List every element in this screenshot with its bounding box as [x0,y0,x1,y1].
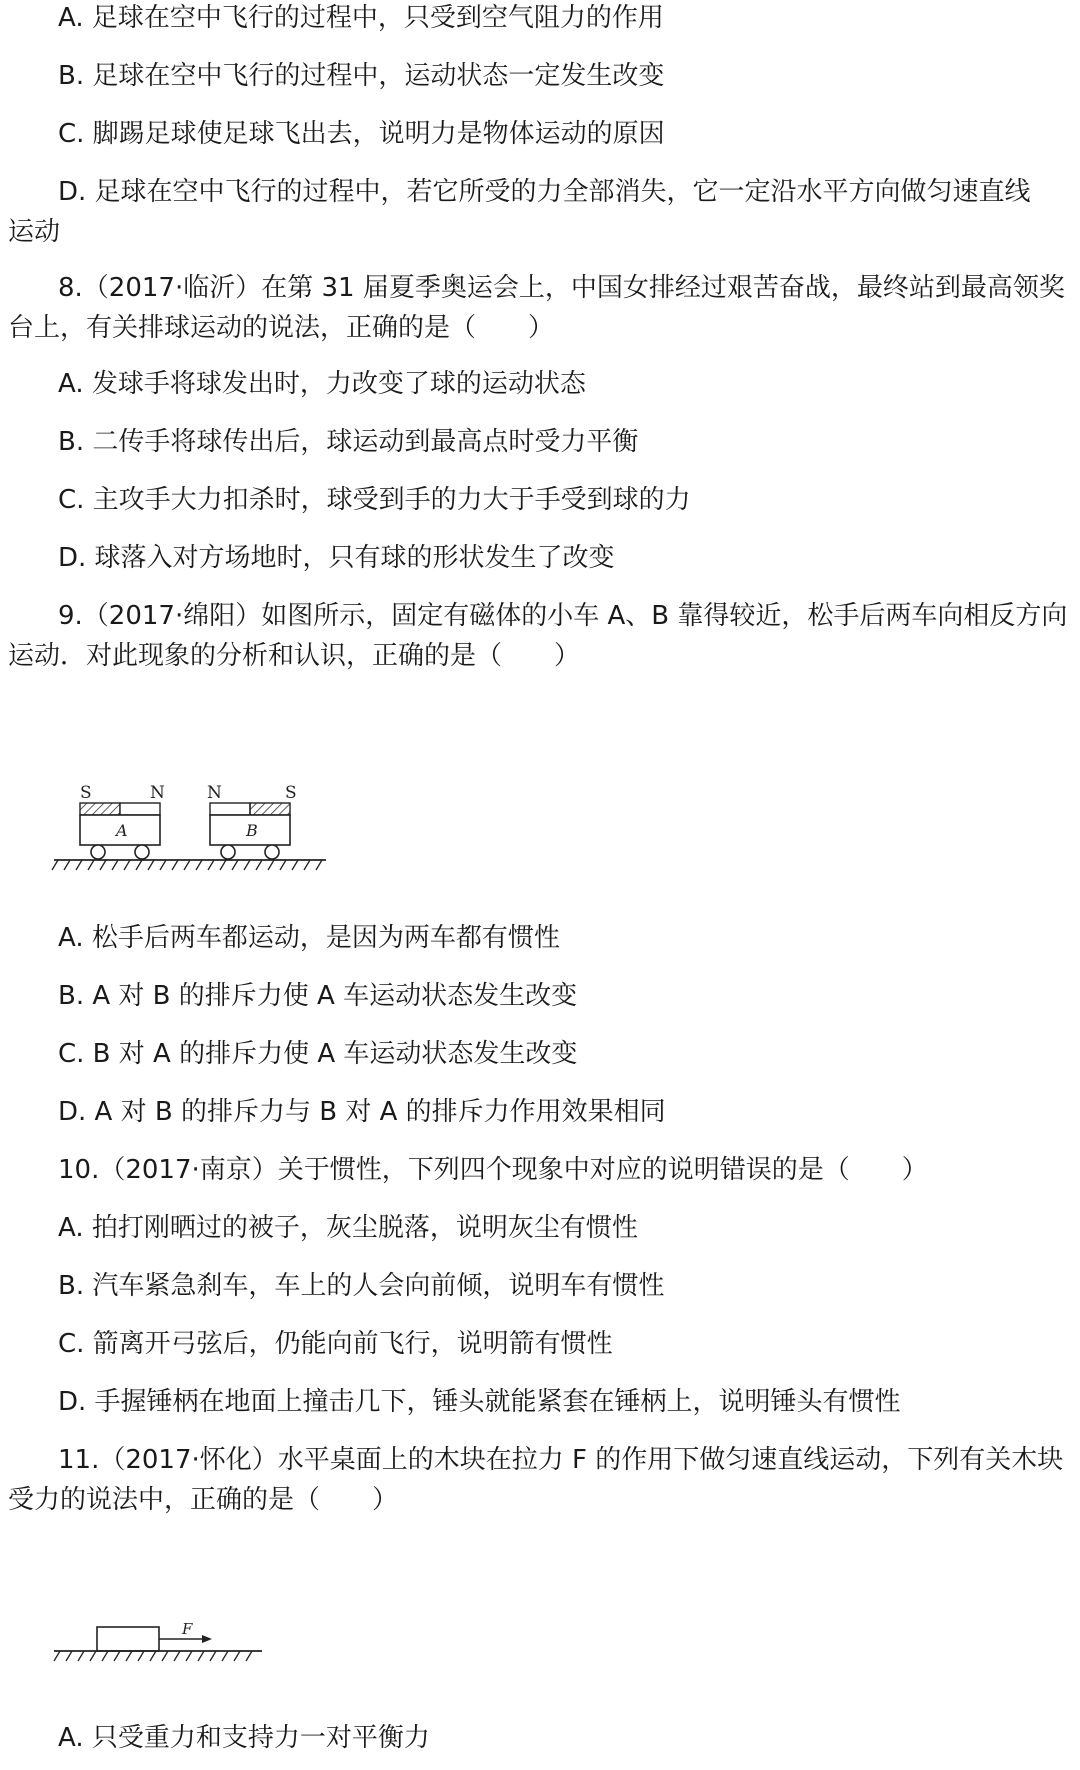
q7-option-b: B. 足球在空中飞行的过程中，运动状态一定发生改变 [58,61,665,91]
q7-option-a: A. 足球在空中飞行的过程中，只受到空气阻力的作用 [58,3,664,33]
ground-surface [52,860,326,870]
force-label: F [182,1620,193,1638]
q9-magnet-carts-figure [50,780,380,894]
cart-b-left-pole-label: N [207,783,222,803]
force-arrow-head [202,1635,212,1643]
cart-b-right-pole-label: S [285,783,297,803]
cart-a-magnet-s-half [80,803,120,815]
q10-stem: 10.（2017·南京）关于惯性，下列四个现象中对应的说明错误的是（ ） [58,1155,928,1185]
q11-block-figure [52,1620,272,1674]
cart-a-right-pole-label: N [150,783,165,803]
q9-option-c: C. B 对 A 的排斥力使 A 车运动状态发生改变 [58,1039,578,1069]
q10-option-b: B. 汽车紧急刹车，车上的人会向前倾，说明车有惯性 [58,1271,665,1301]
table-surface [54,1651,262,1661]
magnet-carts-diagram [50,780,380,890]
cart-b-label: B [246,821,258,840]
cart-a-right-wheel [135,845,149,859]
q8-option-c: C. 主攻手大力扣杀时，球受到手的力大于手受到球的力 [58,485,691,515]
cart-b-right-wheel [265,845,279,859]
q8-option-b: B. 二传手将球传出后，球运动到最高点时受力平衡 [58,427,639,457]
cart-b-left-wheel [221,845,235,859]
cart-a-label: A [116,821,128,840]
q8-stem-continued: 台上，有关排球运动的说法，正确的是（ ） [8,313,555,343]
q9-option-d: D. A 对 B 的排斥力与 B 对 A 的排斥力作用效果相同 [58,1097,666,1127]
cart-a-left-pole-label: S [80,783,92,803]
q8-option-a: A. 发球手将球发出时，力改变了球的运动状态 [58,369,586,399]
cart-b-magnet-s-half [250,803,290,815]
cart-a [80,803,160,859]
q9-option-b: B. A 对 B 的排斥力使 A 车运动状态发生改变 [58,981,578,1011]
cart-a-left-wheel [91,845,105,859]
q9-stem: 9.（2017·绵阳）如图所示，固定有磁体的小车 A、B 靠得较近，松手后两车向相反方向 [58,601,1068,631]
wooden-block [97,1627,159,1651]
q10-option-d: D. 手握锤柄在地面上撞击几下，锤头就能紧套在锤柄上，说明锤头有惯性 [58,1387,901,1417]
q11-option-a: A. 只受重力和支持力一对平衡力 [58,1723,430,1753]
q9-option-a: A. 松手后两车都运动，是因为两车都有惯性 [58,923,560,953]
q8-stem: 8.（2017·临沂）在第 31 届夏季奥运会上，中国女排经过艰苦奋战，最终站到最高领奖 [58,273,1065,303]
q10-option-c: C. 箭离开弓弦后，仍能向前飞行，说明箭有惯性 [58,1329,613,1359]
cart-b [210,803,290,859]
q8-option-d: D. 球落入对方场地时，只有球的形状发生了改变 [58,543,615,573]
cart-a-magnet-n-half [120,803,160,815]
q9-stem-continued: 运动．对此现象的分析和认识，正确的是（ ） [8,641,581,671]
block-on-table-diagram [52,1620,272,1670]
q11-stem: 11.（2017·怀化）水平桌面上的木块在拉力 F 的作用下做匀速直线运动，下列有关木块 [58,1445,1064,1475]
q10-option-a: A. 拍打刚晒过的被子，灰尘脱落，说明灰尘有惯性 [58,1213,638,1243]
cart-b-magnet-n-half [210,803,250,815]
q7-option-d: D. 足球在空中飞行的过程中，若它所受的力全部消失，它一定沿水平方向做匀速直线 [58,177,1031,207]
q11-stem-continued: 受力的说法中，正确的是（ ） [8,1485,399,1515]
q7-option-c: C. 脚踢足球使足球飞出去，说明力是物体运动的原因 [58,119,665,149]
q7-option-d-continued: 运动 [8,217,61,247]
